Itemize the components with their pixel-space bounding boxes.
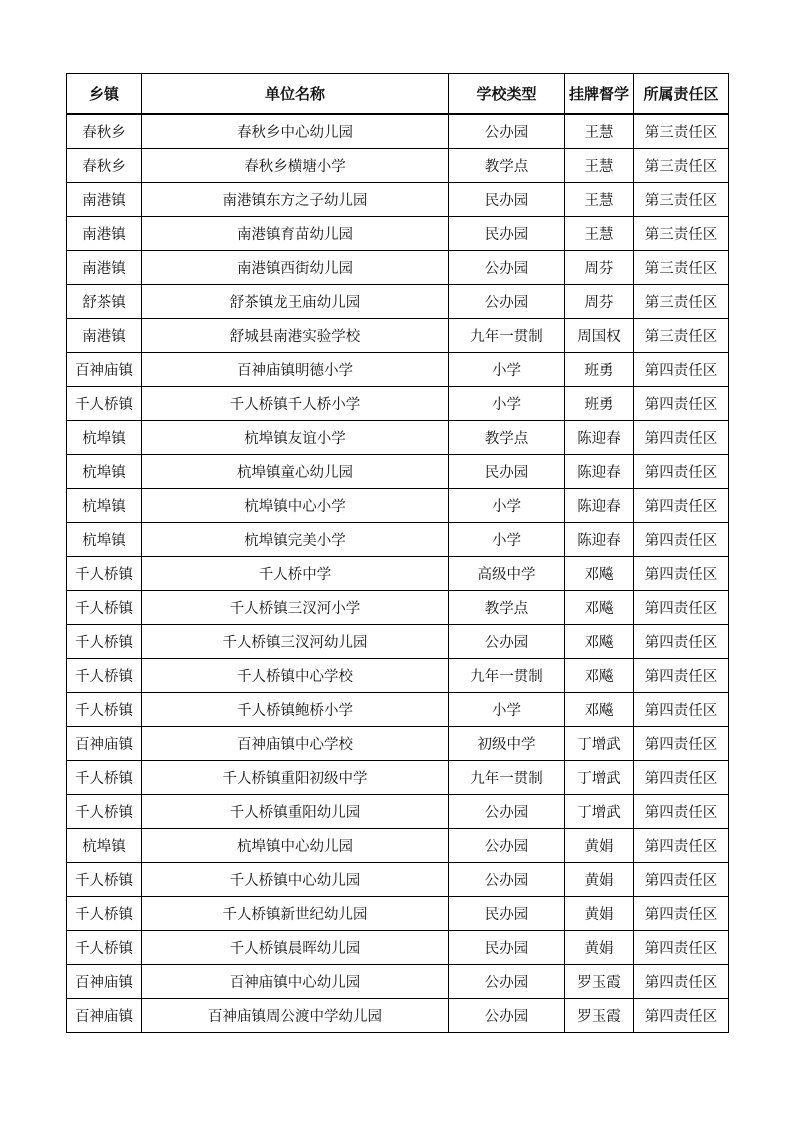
- cell-zone: 第四责任区: [634, 999, 729, 1033]
- cell-supervisor: 陈迎春: [565, 523, 634, 557]
- cell-town: 南港镇: [67, 251, 142, 285]
- cell-unit-name: 舒城县南港实验学校: [142, 319, 449, 353]
- cell-zone: 第三责任区: [634, 285, 729, 319]
- cell-town: 春秋乡: [67, 114, 142, 149]
- table-row: [67, 727, 729, 761]
- cell-supervisor: 黄娟: [565, 931, 634, 965]
- cell-town: 杭埠镇: [67, 455, 142, 489]
- table-row: [67, 523, 729, 557]
- cell-unit-name: 南港镇育苗幼儿园: [142, 217, 449, 251]
- cell-zone: 第四责任区: [634, 625, 729, 659]
- table-row: [67, 625, 729, 659]
- cell-supervisor: 邓飚: [565, 557, 634, 591]
- table-row: [67, 829, 729, 863]
- cell-school-type: 小学: [449, 693, 565, 727]
- cell-town: 百神庙镇: [67, 965, 142, 999]
- cell-unit-name: 千人桥镇千人桥小学: [142, 387, 449, 421]
- table-row: [67, 863, 729, 897]
- supervisor-roster-table: [66, 73, 729, 1033]
- cell-town: 千人桥镇: [67, 761, 142, 795]
- cell-school-type: 民办园: [449, 217, 565, 251]
- cell-zone: 第四责任区: [634, 455, 729, 489]
- cell-unit-name: 百神庙镇中心学校: [142, 727, 449, 761]
- cell-zone: 第四责任区: [634, 829, 729, 863]
- cell-school-type: 公办园: [449, 863, 565, 897]
- cell-zone: 第三责任区: [634, 251, 729, 285]
- cell-unit-name: 千人桥镇鲍桥小学: [142, 693, 449, 727]
- cell-supervisor: 周国权: [565, 319, 634, 353]
- table-row: [67, 251, 729, 285]
- cell-supervisor: 罗玉霞: [565, 965, 634, 999]
- cell-supervisor: 丁增武: [565, 761, 634, 795]
- cell-unit-name: 千人桥镇中心幼儿园: [142, 863, 449, 897]
- cell-town: 千人桥镇: [67, 557, 142, 591]
- cell-unit-name: 千人桥镇三汊河幼儿园: [142, 625, 449, 659]
- table-row: [67, 353, 729, 387]
- cell-zone: 第四责任区: [634, 693, 729, 727]
- table-row: [67, 285, 729, 319]
- cell-school-type: 民办园: [449, 455, 565, 489]
- cell-unit-name: 千人桥镇重阳幼儿园: [142, 795, 449, 829]
- cell-zone: 第四责任区: [634, 523, 729, 557]
- cell-zone: 第四责任区: [634, 557, 729, 591]
- cell-zone: 第四责任区: [634, 727, 729, 761]
- table-row: [67, 897, 729, 931]
- cell-supervisor: 班勇: [565, 353, 634, 387]
- cell-town: 千人桥镇: [67, 591, 142, 625]
- cell-unit-name: 南港镇西街幼儿园: [142, 251, 449, 285]
- cell-school-type: 教学点: [449, 421, 565, 455]
- cell-zone: 第四责任区: [634, 863, 729, 897]
- cell-supervisor: 丁增武: [565, 795, 634, 829]
- cell-zone: 第三责任区: [634, 319, 729, 353]
- cell-zone: 第四责任区: [634, 659, 729, 693]
- cell-zone: 第四责任区: [634, 591, 729, 625]
- cell-town: 千人桥镇: [67, 659, 142, 693]
- cell-zone: 第四责任区: [634, 897, 729, 931]
- cell-school-type: 教学点: [449, 149, 565, 183]
- header-town: 乡镇: [67, 74, 142, 115]
- cell-school-type: 民办园: [449, 897, 565, 931]
- cell-supervisor: 黄娟: [565, 897, 634, 931]
- header-unit-name: 单位名称: [142, 74, 449, 115]
- header-zone: 所属责任区: [634, 74, 729, 115]
- cell-unit-name: 千人桥镇中心学校: [142, 659, 449, 693]
- cell-supervisor: 邓飚: [565, 625, 634, 659]
- cell-town: 千人桥镇: [67, 897, 142, 931]
- cell-school-type: 公办园: [449, 251, 565, 285]
- cell-town: 春秋乡: [67, 149, 142, 183]
- table-row: [67, 489, 729, 523]
- header-supervisor: 挂牌督学: [565, 74, 634, 115]
- table-row: [67, 557, 729, 591]
- cell-school-type: 九年一贯制: [449, 659, 565, 693]
- cell-school-type: 公办园: [449, 999, 565, 1033]
- cell-zone: 第四责任区: [634, 931, 729, 965]
- cell-school-type: 公办园: [449, 625, 565, 659]
- cell-school-type: 九年一贯制: [449, 319, 565, 353]
- cell-supervisor: 陈迎春: [565, 421, 634, 455]
- cell-supervisor: 王慧: [565, 149, 634, 183]
- cell-school-type: 公办园: [449, 795, 565, 829]
- table-row: [67, 761, 729, 795]
- cell-unit-name: 春秋乡中心幼儿园: [142, 114, 449, 149]
- cell-unit-name: 千人桥镇重阳初级中学: [142, 761, 449, 795]
- cell-school-type: 公办园: [449, 285, 565, 319]
- cell-town: 千人桥镇: [67, 387, 142, 421]
- cell-zone: 第四责任区: [634, 965, 729, 999]
- cell-supervisor: 王慧: [565, 114, 634, 149]
- table-row: [67, 999, 729, 1033]
- table-row: [67, 217, 729, 251]
- cell-supervisor: 黄娟: [565, 863, 634, 897]
- cell-town: 杭埠镇: [67, 489, 142, 523]
- cell-town: 千人桥镇: [67, 625, 142, 659]
- cell-town: 舒茶镇: [67, 285, 142, 319]
- cell-school-type: 民办园: [449, 931, 565, 965]
- cell-unit-name: 千人桥镇新世纪幼儿园: [142, 897, 449, 931]
- table-row: [67, 795, 729, 829]
- cell-unit-name: 杭埠镇中心小学: [142, 489, 449, 523]
- cell-school-type: 小学: [449, 387, 565, 421]
- cell-zone: 第三责任区: [634, 217, 729, 251]
- cell-school-type: 公办园: [449, 965, 565, 999]
- cell-town: 杭埠镇: [67, 829, 142, 863]
- table-row: [67, 183, 729, 217]
- cell-school-type: 民办园: [449, 183, 565, 217]
- header-school-type: 学校类型: [449, 74, 565, 115]
- cell-school-type: 高级中学: [449, 557, 565, 591]
- table-row: [67, 455, 729, 489]
- cell-supervisor: 王慧: [565, 183, 634, 217]
- table-row: [67, 319, 729, 353]
- cell-town: 南港镇: [67, 183, 142, 217]
- cell-town: 杭埠镇: [67, 421, 142, 455]
- cell-zone: 第四责任区: [634, 353, 729, 387]
- table-row: [67, 149, 729, 183]
- cell-supervisor: 罗玉霞: [565, 999, 634, 1033]
- cell-school-type: 公办园: [449, 829, 565, 863]
- cell-unit-name: 百神庙镇明德小学: [142, 353, 449, 387]
- cell-unit-name: 杭埠镇中心幼儿园: [142, 829, 449, 863]
- cell-zone: 第四责任区: [634, 421, 729, 455]
- cell-unit-name: 杭埠镇童心幼儿园: [142, 455, 449, 489]
- cell-unit-name: 舒茶镇龙王庙幼儿园: [142, 285, 449, 319]
- cell-school-type: 初级中学: [449, 727, 565, 761]
- cell-supervisor: 周芬: [565, 251, 634, 285]
- cell-supervisor: 王慧: [565, 217, 634, 251]
- cell-supervisor: 黄娟: [565, 829, 634, 863]
- cell-school-type: 教学点: [449, 591, 565, 625]
- cell-unit-name: 南港镇东方之子幼儿园: [142, 183, 449, 217]
- cell-town: 千人桥镇: [67, 863, 142, 897]
- cell-unit-name: 百神庙镇周公渡中学幼儿园: [142, 999, 449, 1033]
- table-header-row: [67, 74, 729, 115]
- cell-unit-name: 千人桥镇晨晖幼儿园: [142, 931, 449, 965]
- cell-town: 南港镇: [67, 217, 142, 251]
- cell-unit-name: 千人桥中学: [142, 557, 449, 591]
- table-row: [67, 693, 729, 727]
- cell-zone: 第四责任区: [634, 387, 729, 421]
- cell-supervisor: 班勇: [565, 387, 634, 421]
- cell-town: 南港镇: [67, 319, 142, 353]
- cell-town: 百神庙镇: [67, 353, 142, 387]
- cell-school-type: 九年一贯制: [449, 761, 565, 795]
- cell-zone: 第三责任区: [634, 149, 729, 183]
- table-row: [67, 659, 729, 693]
- cell-town: 千人桥镇: [67, 795, 142, 829]
- cell-unit-name: 千人桥镇三汊河小学: [142, 591, 449, 625]
- cell-unit-name: 百神庙镇中心幼儿园: [142, 965, 449, 999]
- cell-zone: 第四责任区: [634, 489, 729, 523]
- cell-school-type: 小学: [449, 489, 565, 523]
- cell-supervisor: 周芬: [565, 285, 634, 319]
- cell-school-type: 小学: [449, 523, 565, 557]
- cell-town: 千人桥镇: [67, 931, 142, 965]
- cell-supervisor: 陈迎春: [565, 455, 634, 489]
- cell-unit-name: 杭埠镇完美小学: [142, 523, 449, 557]
- cell-supervisor: 邓飚: [565, 659, 634, 693]
- table-row: [67, 114, 729, 149]
- table-row: [67, 421, 729, 455]
- cell-town: 百神庙镇: [67, 727, 142, 761]
- table-row: [67, 965, 729, 999]
- cell-supervisor: 陈迎春: [565, 489, 634, 523]
- cell-town: 千人桥镇: [67, 693, 142, 727]
- cell-unit-name: 杭埠镇友谊小学: [142, 421, 449, 455]
- cell-zone: 第三责任区: [634, 114, 729, 149]
- table-row: [67, 591, 729, 625]
- cell-zone: 第三责任区: [634, 183, 729, 217]
- cell-supervisor: 邓飚: [565, 693, 634, 727]
- cell-town: 杭埠镇: [67, 523, 142, 557]
- cell-school-type: 小学: [449, 353, 565, 387]
- cell-supervisor: 邓飚: [565, 591, 634, 625]
- cell-unit-name: 春秋乡横塘小学: [142, 149, 449, 183]
- table-body: [67, 114, 729, 1033]
- cell-zone: 第四责任区: [634, 795, 729, 829]
- cell-school-type: 公办园: [449, 114, 565, 149]
- cell-supervisor: 丁增武: [565, 727, 634, 761]
- cell-town: 百神庙镇: [67, 999, 142, 1033]
- table-row: [67, 387, 729, 421]
- cell-zone: 第四责任区: [634, 761, 729, 795]
- table-row: [67, 931, 729, 965]
